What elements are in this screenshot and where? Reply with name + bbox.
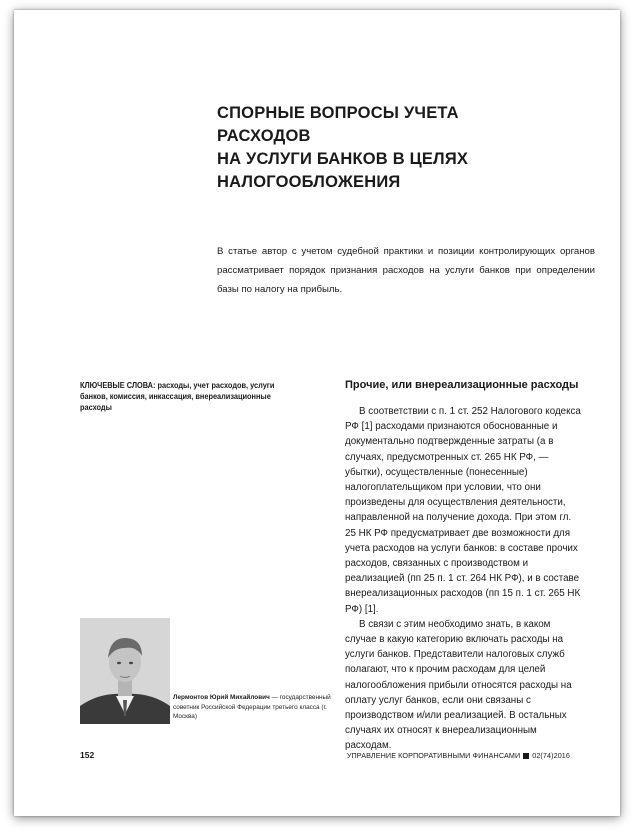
article-abstract: В статье автор с учетом судебной практики и позиции контролирующих органов рассматривает порядок признания расходов на услуги банков при определении базы по налогу на прибыль. <box>217 246 595 295</box>
journal-name: УПРАВЛЕНИЕ КОРПОРАТИВНЫМИ ФИНАНСАМИ <box>346 751 521 760</box>
section-heading: Прочие, или внереализационные расходы <box>345 379 579 391</box>
square-separator-icon <box>523 753 529 759</box>
keywords-block <box>80 380 301 413</box>
journal-issue: 02(74)2016 <box>532 751 570 760</box>
keywords-label: КЛЮЧЕВЫЕ СЛОВА: <box>80 381 156 390</box>
body-paragraph-2: В связи с этим необходимо знать, в каком случае в какую категорию включать расходы на услуги банков. Представители налоговых служб полагают, что к прочим расходам для целей налогообложения прибыли относятся расходы на оплату услуг банков, если они связаны с производством и/или реализацией. В остальных случаях их относят к внереализационным расходам. <box>345 618 572 752</box>
author-info <box>173 693 338 722</box>
body-paragraph-1: В соответствии с п. 1 ст. 252 Налогового кодекса РФ [1] расходами признаются обоснованные и документально подтвержденные затраты (а в случаях, предусмотренных ст. 265 НК РФ, — убытки), осуществленные (понесенные) налогоплательщиком при условии, что они произведены для осуществления деятельности, направленной на получение дохода. При этом гл. 25 НК РФ предусматривает две возможности для учета расходов на услуги банков: в составе прочих расходов, связанных с производством и реализацией (пп 25 п. 1 ст. 264 НК РФ), и в составе внереализационных расходов (пп 15 п. 1 ст. 265 НК РФ) [1]. <box>345 406 581 615</box>
author-name: Лермонтов Юрий Михайлович <box>173 694 270 701</box>
author-photo <box>80 618 170 724</box>
page-number: 152 <box>80 750 95 760</box>
journal-page <box>14 10 620 816</box>
author-description: — государственный советник Российской Федерации третьего класса (г. Москва) <box>173 694 331 720</box>
article-title: СПОРНЫЕ ВОПРОСЫ УЧЕТА РАСХОДОВ НА УСЛУГИ БАНКОВ В ЦЕЛЯХ НАЛОГООБЛОЖЕНИЯ <box>217 104 469 191</box>
article-body <box>345 404 583 754</box>
keywords-text: расходы, учет расходов, услуги банков, комиссия, инкассация, внереализационные расходы <box>80 381 275 412</box>
journal-footer <box>347 751 570 760</box>
